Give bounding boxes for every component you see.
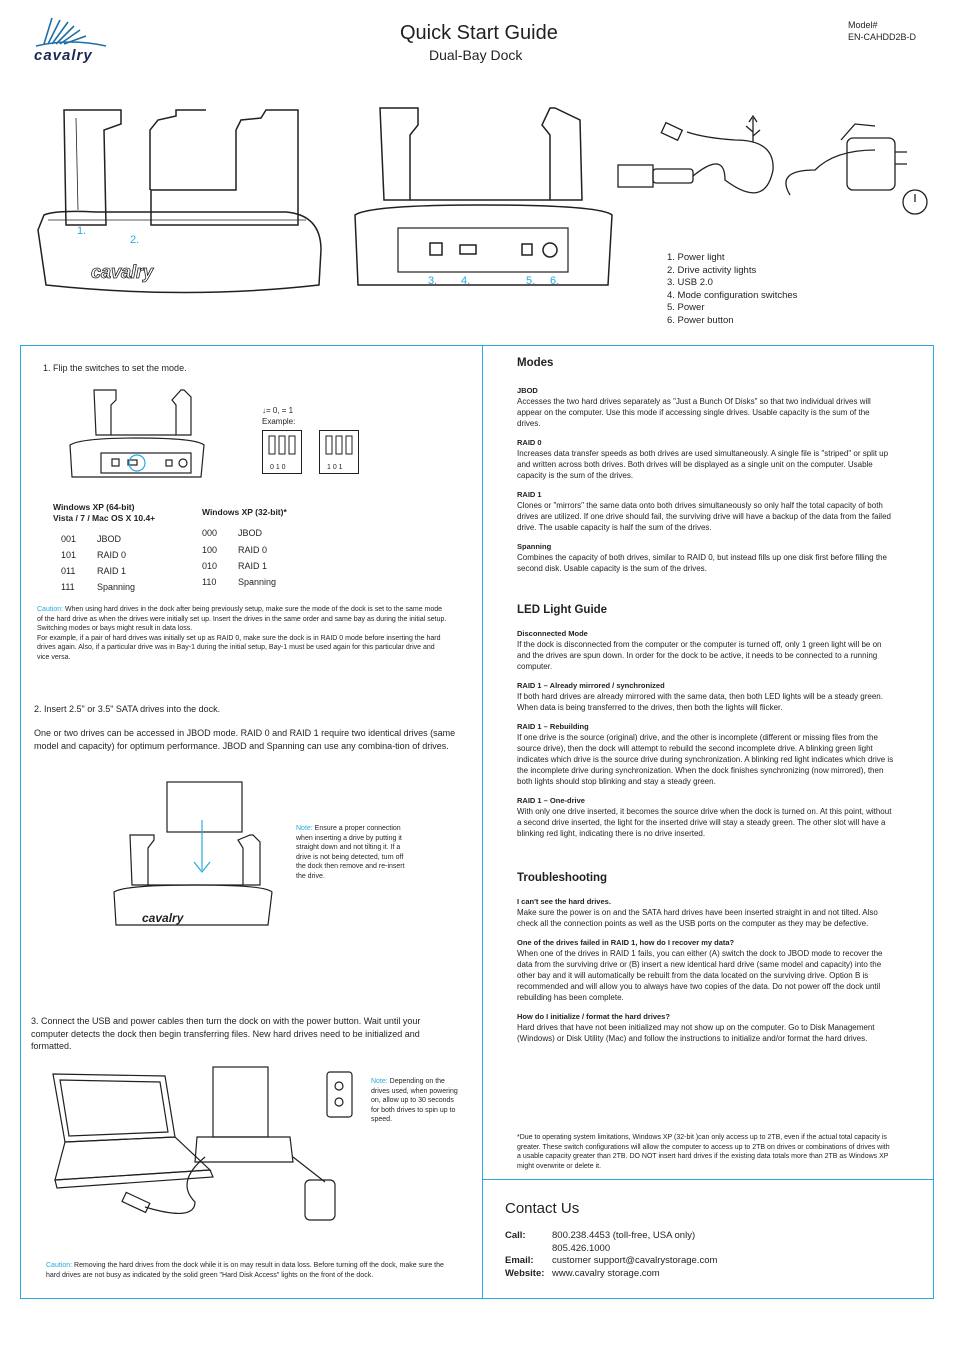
table64: [61, 531, 135, 596]
led-title: RAID 1 – Rebuilding: [517, 721, 589, 731]
page-subtitle: Dual-Bay Dock: [429, 47, 523, 63]
call-label: Call:: [505, 1230, 526, 1241]
call-number-1: 800.238.4453 (toll-free, USA only): [552, 1230, 696, 1241]
switch-example-1: [262, 430, 302, 474]
mode-title: Spanning: [517, 541, 552, 551]
faq-question: I can't see the hard drives.: [517, 896, 611, 906]
legend-item: 2. Drive activity lights: [667, 264, 757, 276]
led-title: RAID 1 – Already mirrored / synchronized: [517, 680, 665, 690]
legend-item: 6. Power button: [667, 314, 734, 326]
troubleshooting-section: [517, 871, 895, 1044]
troubleshooting-heading: Troubleshooting: [517, 872, 608, 884]
faq-question: One of the drives failed in RAID 1, how do I recover my data?: [517, 937, 735, 947]
model-info: [848, 19, 916, 43]
mode-text: Accesses the two hard drives separately as "Just a Bunch Of Disks" so that two individual drives will appear on the computer. Use this mode if accessing single drives. Usable capacity is the sum of the drives.: [517, 396, 871, 428]
svg-text:cavalry: cavalry: [91, 262, 154, 282]
example-2-bits: 1 0 1: [327, 464, 343, 471]
step2-body: One or two drives can be accessed in JBOD mode. RAID 0 and RAID 1 require two identical drives (same model and capacity) for optimum performance. JBOD and Spanning can use any combina-tion of drives.: [34, 728, 456, 751]
table-row: [61, 531, 135, 547]
mode-code: 111: [61, 582, 75, 593]
table64-title-2: Vista / 7 / Mac OS X 10.4+: [53, 513, 156, 524]
email-label: Email:: [505, 1255, 534, 1266]
mode-code: 101: [61, 550, 77, 561]
switch-down-icon: ↓: [262, 406, 266, 415]
mode-code: 010: [202, 560, 218, 571]
switch-legend: [262, 406, 293, 417]
dock-back-illustration: [350, 100, 615, 295]
contact-email: [505, 1255, 717, 1268]
footnote: *Due to operating system limitations, Windows XP (32-bit )can only access up to 2TB, even if the actual total capacity is greater. These switch configurations will allow the computer to access up to 2TB on drives or combinations of drives with a usable capacity greater than 2TB. DO NOT insert hard drives if the existing data totals more than 2TB as Windows XP might overwrite or delete it.: [517, 1134, 890, 1170]
legend-item: 1. Power light: [667, 252, 725, 263]
call-number-2: 805.426.1000: [552, 1243, 611, 1254]
mode-title: JBOD: [517, 385, 538, 395]
led-title: Disconnected Mode: [517, 628, 588, 638]
step3-note: [371, 1077, 461, 1125]
table-row: [202, 542, 276, 558]
step1-dock-illustration: [66, 385, 206, 480]
note-text: Ensure a proper connection when inserting a drive by putting it straight down and not tilting it. If a drive is not being detected, turn off the dock then remove and re-insert the drive.: [296, 825, 405, 880]
mode-code: 001: [61, 533, 77, 544]
legend-item: 5. Power: [667, 302, 705, 313]
contact-heading: Contact Us: [505, 1200, 580, 1217]
callout-6: 6.: [550, 275, 560, 287]
mode-text: Combines the capacity of both drives, similar to RAID 0, but instead fills up one disk first before filling the second disk. Usable capacity is the sum of the drives.: [517, 553, 887, 574]
step2-note: [296, 824, 414, 881]
modes-section: [517, 356, 895, 574]
mode-name: JBOD: [238, 528, 263, 539]
step2-dock-brand: cavalry: [142, 911, 184, 925]
switch-legend-text: = 0, = 1: [266, 406, 294, 415]
step1-heading: 1. Flip the switches to set the mode.: [43, 363, 187, 373]
caution-label: Caution:: [37, 606, 64, 613]
callout-1: 1.: [77, 225, 87, 237]
brand-name: cavalry: [34, 47, 93, 64]
mode-name: RAID 0: [238, 544, 268, 555]
model-number: EN-CAHDD2B-D: [848, 32, 917, 42]
column-divider: [482, 345, 483, 1299]
note-text: Depending on the drives used, when powering on, allow up to 30 seconds for both drives to spin up to speed.: [371, 1078, 458, 1123]
contact-divider: [482, 1179, 934, 1180]
caution-text: Removing the hard drives from the dock while it is on may result in data loss. Before turning off the dock, make sure the hard drives are not busy as indicated by the solid green "Hard Disk Access" lights on the front of the dock.: [46, 1262, 444, 1279]
mode-table-32: [202, 507, 287, 590]
step2-dock-illustration: [110, 780, 275, 930]
contact-call-2: [552, 1243, 610, 1256]
example-1-bits: 0 1 0: [270, 464, 286, 471]
callout-5: 5.: [526, 275, 536, 287]
callout-4: 4.: [461, 275, 471, 287]
contact-website: [505, 1268, 660, 1281]
contact-call: [505, 1230, 695, 1243]
led-title: RAID 1 – One-drive: [517, 795, 585, 805]
caution-label: Caution:: [46, 1262, 73, 1269]
model-label: Model#: [848, 20, 878, 30]
mode-name: Spanning: [238, 576, 277, 587]
caution-text-2: For example, if a pair of hard drives was initially set up as RAID 0, make sure the dock is in RAID 0 mode before inserting the hard drives again. Also, if a particular drive was in Bay-1 during the initial setup, Bay-1 must be used again for this particular drive and vice versa.: [37, 634, 441, 661]
faq-question: How do I initialize / format the hard drives?: [517, 1011, 670, 1021]
legend-item: 3. USB 2.0: [667, 277, 713, 288]
brand-logo: [30, 12, 110, 62]
mode-name: RAID 1: [97, 566, 127, 577]
table-row: [61, 563, 135, 579]
table-row: [61, 547, 135, 563]
led-heading: LED Light Guide: [517, 604, 608, 616]
mode-code: 011: [61, 566, 76, 577]
note-label: Note:: [296, 825, 313, 832]
step2-heading: 2. Insert 2.5" or 3.5" SATA drives into the dock.: [34, 704, 221, 714]
table-row: [202, 558, 276, 574]
legend-item: 4. Mode configuration switches: [667, 289, 798, 301]
led-text: If one drive is the source (original) drive, and the other is incomplete (different or missing files from the source drive), then the dock will attempt to rebuild the second incomplete drive. A blinking green light indicates which drive is the source drive during synchronization. A blinking red light indicates which drive is the incomplete drive during synchronization. When the dock finishes synchronizing (now mirrored), then both lights should stop blinking and stay a steady green.: [517, 732, 894, 786]
note-label: Note:: [371, 1078, 388, 1085]
cables-illustration: [615, 110, 935, 220]
faq-answer: Hard drives that have not been initialized may not show up on the computer. Go to Disk Management (Windows) or Disk Utility (Mac) and follow the instructions to initialize and/or format the hard drives.: [517, 1022, 875, 1043]
page-title: Quick Start Guide: [400, 22, 558, 44]
faq-answer: Make sure the power is on and the SATA hard drives have been inserted straight in and not tilted. Also check all the connection points as well as the USB ports on the computer as they may be defective.: [517, 907, 878, 928]
mode-name: RAID 1: [238, 560, 268, 571]
led-text: With only one drive inserted, it becomes the source drive when the dock is turned on. At this point, without a second drive inserted, the light for the inserted drive will stay a steady green. The other slot will have a blinking red light, indicating there is no drive inserted.: [517, 807, 892, 839]
table-row: [202, 525, 276, 541]
mode-name: RAID 0: [97, 550, 127, 561]
callout-2: 2.: [130, 234, 140, 246]
mode-title: RAID 0: [517, 437, 542, 447]
modes-heading: Modes: [517, 357, 554, 369]
parts-legend: [667, 252, 797, 327]
step3-heading: 3. Connect the USB and power cables then turn the dock on with the power button. Wait until your computer detects the dock then begin transferring files. New hard drives need to be initialized and formatted.: [31, 1016, 421, 1051]
step3-setup-illustration: [45, 1062, 365, 1242]
example-label: Example:: [262, 417, 296, 426]
mode-text: Increases data transfer speeds as both drives are used simultaneously. A single file is "striped" or split up and written across both drives. Both drives will be displayed as a single unit on the computer. Usable capacity is the sum of the drives.: [517, 448, 889, 480]
website-label: Website:: [505, 1268, 545, 1279]
mode-title: RAID 1: [517, 489, 542, 499]
table-row: [61, 579, 135, 595]
led-text: If both hard drives are already mirrored with the same data, then both LED lights will be a steady green. When data is being transferred to the drives, then both the lights will flicker.: [517, 691, 883, 712]
mode-name: Spanning: [97, 582, 136, 593]
step1-caution: [37, 605, 447, 662]
table32: [202, 525, 276, 590]
mode-code: 000: [202, 528, 218, 539]
table32-title: Windows XP (32-bit)*: [202, 507, 287, 517]
step3-caution: [46, 1261, 446, 1280]
table64-title-1: Windows XP (64-bit): [53, 502, 135, 512]
mode-code: 110: [202, 576, 217, 587]
led-text: If the dock is disconnected from the computer or the computer is turned off, only 1 green light will be on and the drives are spun down. In order for the dock to be active, it needs to be connected to a running computer.: [517, 639, 882, 671]
email-link[interactable]: customer support@cavalrystorage.com: [552, 1255, 718, 1266]
dock-front-illustration: [36, 100, 328, 300]
mode-code: 100: [202, 544, 218, 555]
table-row: [202, 574, 276, 590]
mode-name: JBOD: [97, 533, 122, 544]
switch-example-2: [319, 430, 359, 474]
website-link[interactable]: www.cavalry storage.com: [552, 1268, 660, 1279]
usb-icon: [746, 116, 760, 142]
mode-table-64: [53, 502, 155, 596]
mode-text: Clones or "mirrors" the same data onto both drives simultaneously so only half the total capacity of both drives are utilized. If one drive should fail, the surviving drive will have a backup of the data from the failed drive. The usable capacity is half the sum of the drives.: [517, 500, 891, 532]
caution-text: When using hard drives in the dock after being previously setup, make sure the mode of the dock is set to the same mode of the hard drive as when the drives were initially set up. Insert the drives in the same order and same bay as during the initial setup. Switching modes or bays might result in data loss.: [37, 606, 447, 632]
led-section: [517, 603, 895, 839]
faq-answer: When one of the drives in RAID 1 fails, you can either (A) switch the dock to JBOD mode to recover the data from the surviving drive or (B) insert a new identical hard drive (same model and capacity) into the other bay and it will automatically be rebuilt from the data located on the surviving drive. Option B is recommended and will allow you to always have two copies of the data. Do not power off the dock until rebuilding has been complete.: [517, 948, 883, 1002]
callout-3: 3.: [428, 275, 438, 287]
